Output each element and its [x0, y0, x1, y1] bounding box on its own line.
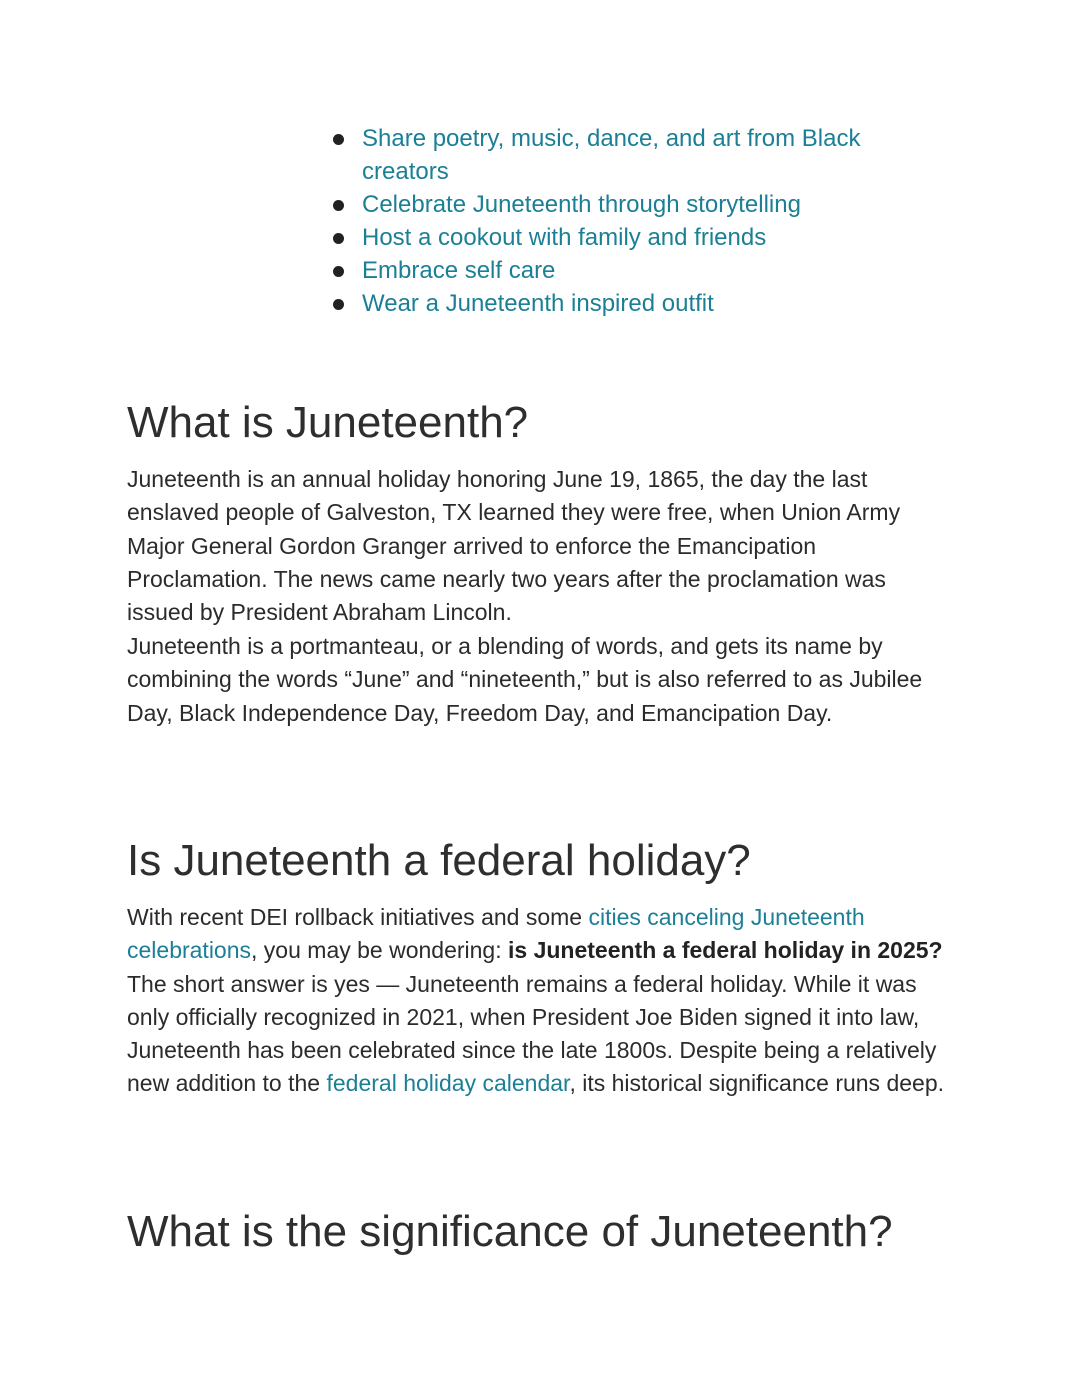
list-item-link[interactable]: Host a cookout with family and friends: [362, 224, 767, 251]
federal-holiday-calendar-link[interactable]: federal holiday calendar: [326, 1070, 570, 1097]
section-heading-federal-holiday: Is Juneteenth a federal holiday?: [127, 836, 751, 885]
list-item-link[interactable]: Wear a Juneteenth inspired outfit: [362, 290, 714, 317]
list-item[interactable]: [330, 122, 910, 188]
paragraph-text: With recent DEI rollback initiatives and some: [127, 904, 589, 930]
cities-canceling-link[interactable]: cities canceling Juneteenth celebrations: [127, 904, 865, 964]
paragraph-text: The short answer is yes — Juneteenth remains a federal holiday. While it was only officially recognized in 2021, when President Joe Biden signed it into law, Juneteenth has been celebrated since the late 1800s. Despite being a relatively new addition to the: [127, 970, 937, 1097]
paragraph-text: , its historical significance runs deep.: [569, 1070, 945, 1097]
list-item[interactable]: [330, 254, 910, 287]
paragraph-text: , you may be wondering:: [251, 937, 509, 964]
bold-question: is Juneteenth a federal holiday in 2025?: [508, 937, 943, 964]
bullet-icon: [333, 200, 344, 211]
bullet-icon: [333, 299, 344, 310]
list-item[interactable]: [330, 221, 910, 254]
list-item[interactable]: [330, 287, 910, 320]
paragraph-juneteenth-name: Juneteenth is a portmanteau, or a blending of words, and gets its name by combining the words “June” and “nineteenth,” but is also referred to as Jubilee Day, Black Independence Day, Freedom Day, and Emancipation Day.: [127, 633, 923, 726]
celebration-ideas-list: [330, 122, 910, 320]
list-item[interactable]: [330, 188, 910, 221]
paragraph-juneteenth-definition: Juneteenth is an annual holiday honoring June 19, 1865, the day the last enslaved people of Galveston, TX learned they were free, when Union Army Major General Gordon Granger arrived to enforce the Emancipation Proclamation. The news came nearly two years after the proclamation was issued by President Abraham Lincoln.: [127, 466, 901, 626]
section-heading-what-is-juneteenth: What is Juneteenth?: [127, 398, 529, 447]
list-item-link[interactable]: Embrace self care: [362, 257, 556, 284]
section-heading-significance: What is the significance of Juneteenth?: [127, 1207, 893, 1256]
bullet-icon: [333, 266, 344, 277]
paragraph-federal-holiday: [127, 901, 957, 1101]
bullet-icon: [333, 134, 344, 145]
list-item-link[interactable]: Share poetry, music, dance, and art from Black creators: [362, 125, 861, 185]
list-item-link[interactable]: Celebrate Juneteenth through storytelling: [362, 191, 801, 218]
bullet-icon: [333, 233, 344, 244]
